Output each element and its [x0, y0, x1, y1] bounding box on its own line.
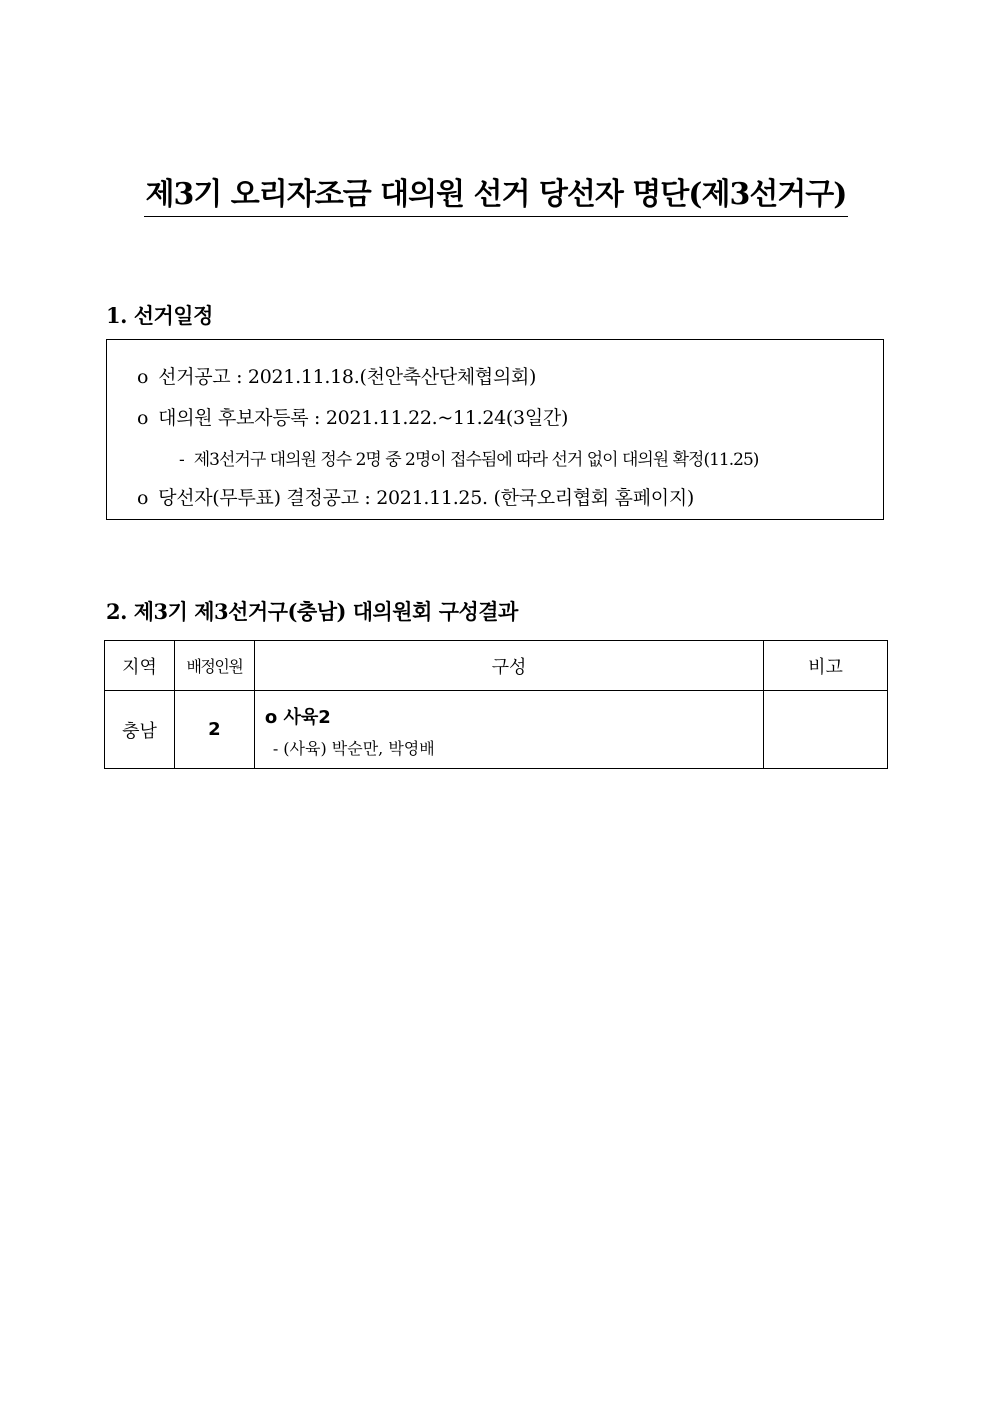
header-composition: 구성 — [254, 641, 763, 691]
cell-count: 2 — [174, 691, 254, 769]
schedule-line-text: 당선자(무투표) 결정공고 : 2021.11.25. (한국오리협회 홈페이지) — [158, 487, 694, 509]
schedule-line-announcement — [137, 362, 536, 389]
header-count: 배정인원 — [174, 641, 254, 691]
composition-detail: - (사육) 박순만, 박영배 — [272, 739, 435, 758]
bullet-marker: o — [137, 407, 149, 429]
schedule-line-text: 제3선거구 대의원 정수 2명 중 2명이 접수됨에 따라 선거 없이 대의원 확정(11.25) — [193, 450, 759, 470]
cell-note — [764, 691, 888, 769]
schedule-line-text: 대의원 후보자등록 : 2021.11.22.~11.24(3일간) — [158, 407, 569, 429]
cell-composition — [254, 691, 763, 769]
schedule-box — [106, 339, 884, 520]
schedule-line-decision — [137, 483, 694, 510]
bullet-marker: o — [137, 366, 149, 388]
document-title — [0, 176, 992, 217]
bullet-marker: o — [137, 487, 149, 509]
composition-head: o 사육2 — [264, 707, 331, 728]
dash-marker: - — [179, 450, 184, 470]
table-header-row — [105, 641, 888, 691]
section-heading-schedule: 1. 선거일정 — [106, 303, 213, 328]
cell-region: 충남 — [105, 691, 175, 769]
table-row — [105, 691, 888, 769]
document-title-text: 제3기 오리자조금 대의원 선거 당선자 명단(제3선거구) — [144, 176, 849, 217]
result-table — [104, 640, 888, 769]
header-region: 지역 — [105, 641, 175, 691]
section-heading-result: 2. 제3기 제3선거구(충남) 대의원회 구성결과 — [106, 599, 518, 624]
header-note: 비고 — [764, 641, 888, 691]
schedule-line-text: 선거공고 : 2021.11.18.(천안축산단체협의회) — [158, 366, 537, 388]
schedule-line-note — [179, 445, 758, 470]
schedule-line-registration — [137, 403, 568, 430]
